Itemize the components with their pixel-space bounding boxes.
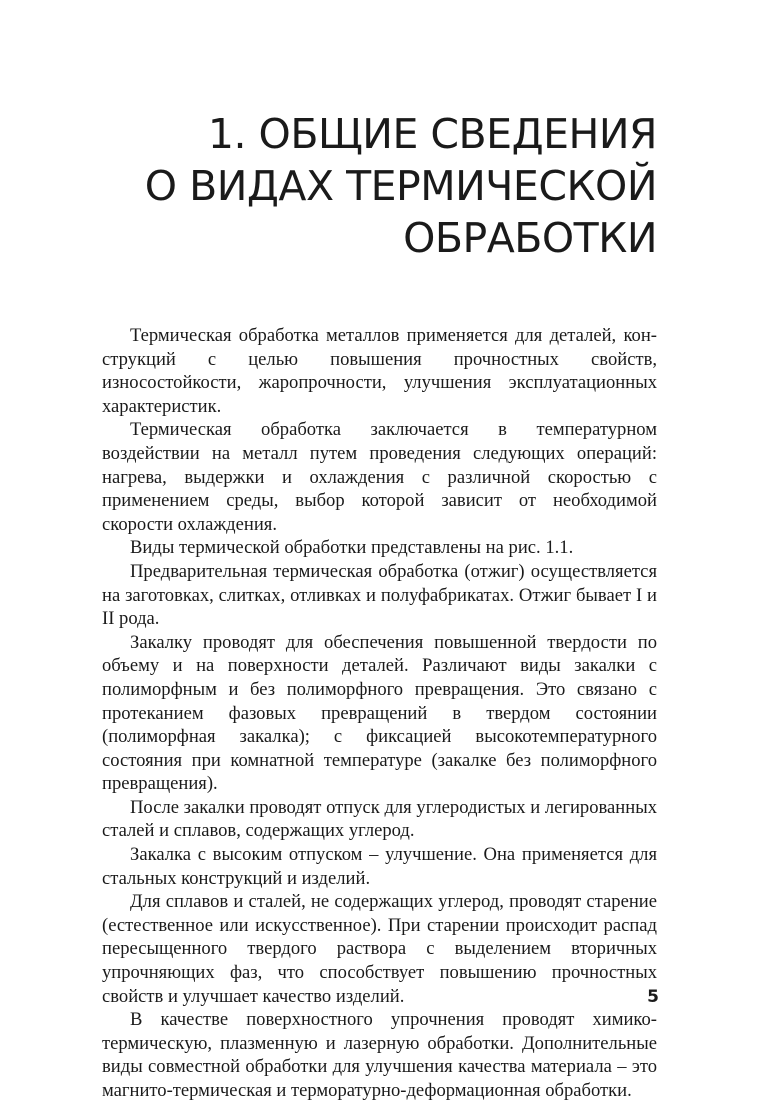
paragraph: Закалка с высоким отпуском – улучшение. Она применяется для стальных конструкций и изделий. (102, 844, 657, 889)
paragraph: Термическая обработка металлов применяется для деталей, конструкций с целью повышения прочностных свойств, износостойкости, жаропрочности, улучшения эксплуатационных характеристик. (102, 325, 657, 417)
page-number: 5 (647, 987, 659, 1007)
paragraph: После закалки проводят отпуск для углеродистых и легированных сталей и сплавов, содержащих углерод. (102, 796, 657, 842)
paragraph: Виды термической обработки представлены на рис. 1.1. (130, 537, 574, 559)
paragraph: Для сплавов и сталей, не содержащих углерод, проводят старение (естественное или искусственное). При старении происходит распад пересыщенного твердого раствора с выделением вторичных упрочняющих фаз, что способствует повышению прочностных свойств и улучшает качество изделий. (102, 891, 657, 1007)
paragraph: В качестве поверхностного упрочнения проводят химико-термическую, плазменную и лазерную обработки. Дополнительные виды совместной обработки для улучшения качества материала – это магнито-термическая и терморатурно-деформационная обработки. (102, 1009, 657, 1101)
chapter-title-line: ОБРАБОТКИ (403, 214, 657, 262)
paragraph: Термическая обработка заключается в температурном воздействии на металл путем проведения следующих операций: нагрева, выдержки и охлаждения с различной скоростью с применением среды, выбор которой зависит от необходимой скорости охлаждения. (102, 419, 657, 535)
paragraph: Предварительная термическая обработка (отжиг) осуществляется на заготовках, слитках, отливках и полуфабрикатах. Отжиг бывает I и II рода. (102, 560, 657, 630)
chapter-title-line: О ВИДАХ ТЕРМИЧЕСКОЙ (144, 162, 657, 210)
paragraph: Закалку проводят для обеспечения повышенной твердости по объему и на поверхности деталей. Различают виды закалки с полиморфным и без полиморфного превращения. Это связано с протеканием фазовых превращений в твердом состоянии (полиморфная закалка); с фиксацией высокотемпературного состояния при комнатной температуре (закалке без полиморфного превращения). (102, 631, 657, 795)
chapter-title (97, 108, 657, 264)
body-text (102, 324, 657, 1103)
chapter-title-line: 1. ОБЩИЕ СВЕДЕНИЯ (207, 110, 657, 158)
